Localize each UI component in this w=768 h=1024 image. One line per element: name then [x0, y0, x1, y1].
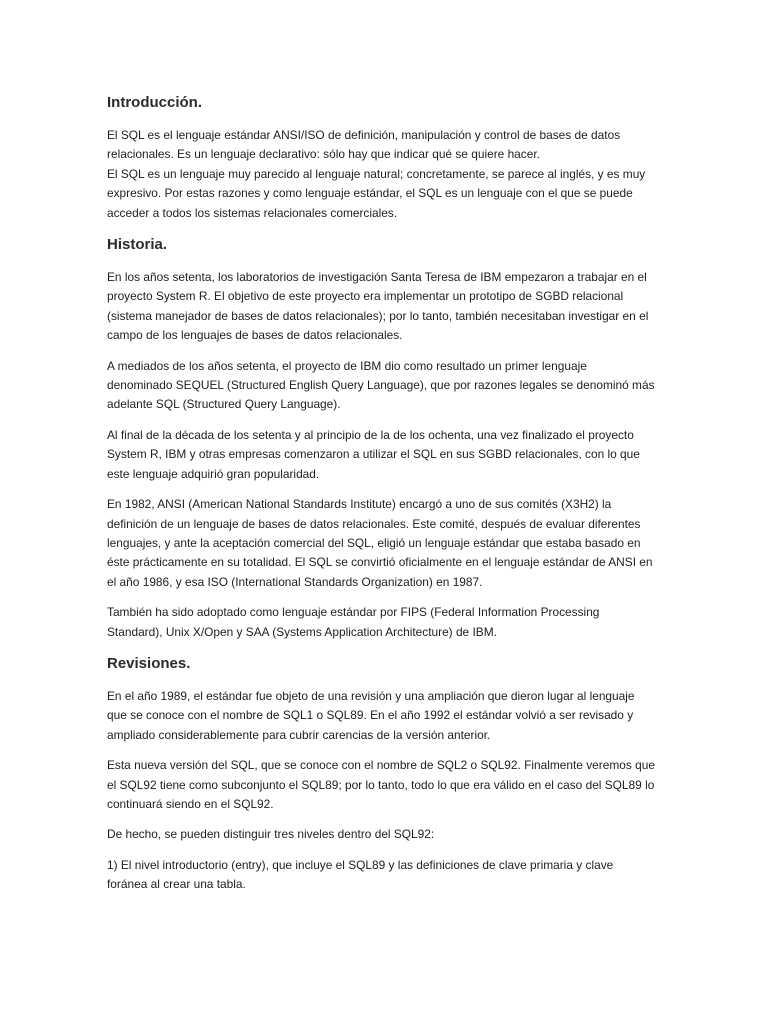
document-body: [107, 90, 655, 906]
paragraph: También ha sido adoptado como lenguaje estándar por FIPS (Federal Information Processing Standard), Unix X/Open y SAA (Systems Application Architecture) de IBM.: [107, 605, 600, 639]
section-introduccion: [107, 92, 655, 223]
paragraph: A mediados de los años setenta, el proyecto de IBM dio como resultado un primer lenguaje denominado SEQUEL (Structured English Query Language), que por razones legales se denominó más adelante SQL (Structured Query Language).: [107, 358, 655, 412]
heading-historia: Historia.: [107, 236, 168, 254]
paragraph: En el año 1989, el estándar fue objeto de una revisión y una ampliación que dieron lugar al lenguaje que se conoce con el nombre de SQL1 o SQL89. En el año 1992 el estándar volvió a ser revisado y ampliado considerablemente para cubrir carencias de la versión anterior.: [107, 688, 635, 742]
heading-introduccion: Introducción.: [107, 94, 202, 111]
paragraph: 1) El nivel introductorio (entry), que incluye el SQL89 y las definiciones de clave primaria y clave foránea al crear una tabla.: [107, 857, 614, 892]
paragraph: En los años setenta, los laboratorios de investigación Santa Teresa de IBM empezaron a trabajar en el proyecto System R. El objetivo de este proyecto era implementar un prototipo de SGBD relacional (sistema manejador de bases de datos relacionales); por lo tanto, también necesitaban investigar en el campo de los lenguajes de bases de datos relacionales.: [107, 270, 649, 343]
heading-revisiones: Revisiones.: [107, 654, 191, 672]
paragraph: En 1982, ANSI (American National Standards Institute) encargó a uno de sus comités (X3H2) la definición de un lenguaje de bases de datos relacionales. Este comité, después de evaluar diferentes lenguajes, y ante la aceptación comercial del SQL, eligió un lenguaje estándar que estaba basado en éste prácticamente en su totalidad. El SQL se convirtió oficialmente en el lenguaje estándar de ANSI en el año 1986, y esa ISO (International Standards Organization) en 1987.: [107, 497, 653, 589]
paragraph: El SQL es el lenguaje estándar ANSI/ISO de definición, manipulación y control de bases de datos relacionales. Es un lenguaje declarativo: sólo hay que indicar qué se quiere hacer.: [107, 128, 621, 162]
paragraph: Esta nueva versión del SQL, que se conoce con el nombre de SQL2 o SQL92. Finalmente veremos que el SQL92 tiene como subconjunto el SQL89; por lo tanto, todo lo que era válido en el caso del SQL89 lo continuará siendo en el SQL92.: [107, 758, 655, 811]
section-historia: [107, 234, 655, 642]
paragraph: De hecho, se pueden distinguir tres niveles dentro del SQL92:: [107, 827, 435, 842]
paragraph: El SQL es un lenguaje muy parecido al lenguaje natural; concretamente, se parece al inglés, y es muy expresivo. Por estas razones y como lenguaje estándar, el SQL es un lenguaje con el que se puede acceder a todos los sistemas relacionales comerciales.: [107, 166, 646, 220]
paragraph: Al final de la década de los setenta y al principio de la de los ochenta, una vez finalizado el proyecto System R, IBM y otras empresas comenzaron a utilizar el SQL en sus SGBD relacionales, con lo que este lenguaje adquirió gran popularidad.: [107, 427, 640, 481]
section-revisiones: [107, 653, 655, 895]
